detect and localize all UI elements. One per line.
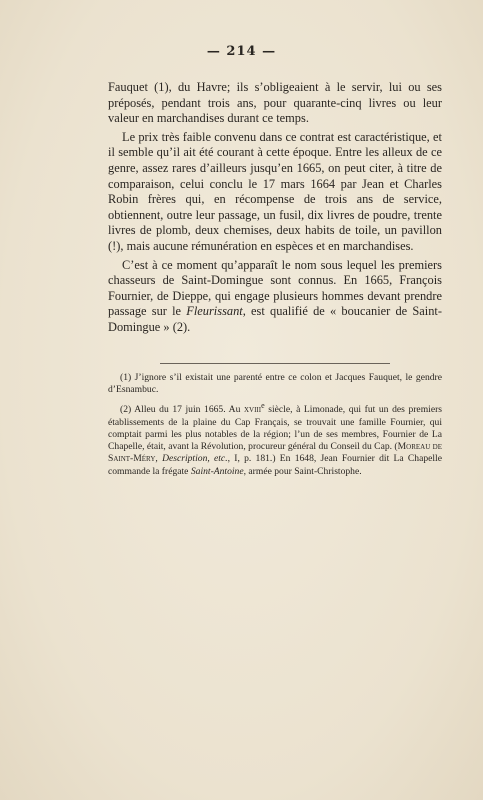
- footnote-2-text-a: (2) Alleu du 17 juin 1665. Au: [120, 404, 244, 416]
- paragraph-2: Le prix très faible convenu dans ce contrat est caractéristique, et il semble qu’il ait été courant à cette époque. Entre les alleux de ce genre, assez rares d’ailleurs jusqu’en 1665, on peut citer, à titre de comparaison, celui conclu le 17 mars 1664 par Jean et Charles Robin frères qui, en récompense de trois ans de service, obtiennent, outre leur passage, un fusil, dix livres de poudre, trente livres de plomb, deux chemises, deux habits de toile, un pavillon (!), mais aucune rémunération en espèces et en marchandises.: [108, 129, 442, 253]
- century-superscript: e: [261, 401, 265, 411]
- cited-author: Moreau de Saint-Méry: [108, 441, 442, 465]
- footnote-2-text-b: siècle, à Limonade, qui fut un des premiers établissements de la plaine du Cap Français, se trouvait une famille Fournier, qui comptait parmi les plus notables de la région; l’un de ses membres, Fournier de La Chapelle, était, avant la Révolution, procureur général du Conseil du Cap. (: [108, 404, 443, 453]
- paragraph-3: [108, 258, 442, 336]
- footnote-divider: [160, 363, 390, 364]
- footnotes: [108, 372, 442, 482]
- footnote-2-text-d: , I, p. 181.) En 1648, Jean Fournier dit La Chapelle commande la frégate: [108, 453, 442, 477]
- ship-name-saint-antoine: Saint-Antoine: [190, 465, 244, 477]
- footnote-2-text-e: , armée pour Saint-Christophe.: [243, 465, 362, 477]
- footnote-1: (1) J’ignore s’il existait une parenté entre ce colon et Jacques Fauquet, le gendre d’Esnambuc.: [108, 372, 442, 396]
- century-numeral: xviii: [243, 404, 262, 416]
- paragraph-3-text-b: , est qualifié de « boucanier de Saint-Domingue » (2).: [108, 304, 442, 334]
- footnote-2: [108, 400, 442, 477]
- ship-name-fleurissant: Fleurissant: [186, 304, 243, 319]
- footnote-2-text-c: ,: [155, 453, 163, 465]
- cited-work: Description, etc.: [162, 453, 228, 465]
- paragraph-1: Fauquet (1), du Havre; ils s’obligeaient à le servir, lui ou ses préposés, pendant trois ans, pour quarante-cinq livres ou leur valeur en marchandises durant ce temps.: [108, 80, 442, 126]
- page-number: — 214 —: [206, 44, 277, 59]
- paragraph-3-text-a: C’est à ce moment qu’apparaît le nom sous lequel les premiers chasseurs de Saint-Domingue sont connus. En 1665, François Fournier, de Dieppe, qui engage plusieurs hommes devant prendre passage sur le: [108, 257, 442, 319]
- body-text: [108, 80, 442, 339]
